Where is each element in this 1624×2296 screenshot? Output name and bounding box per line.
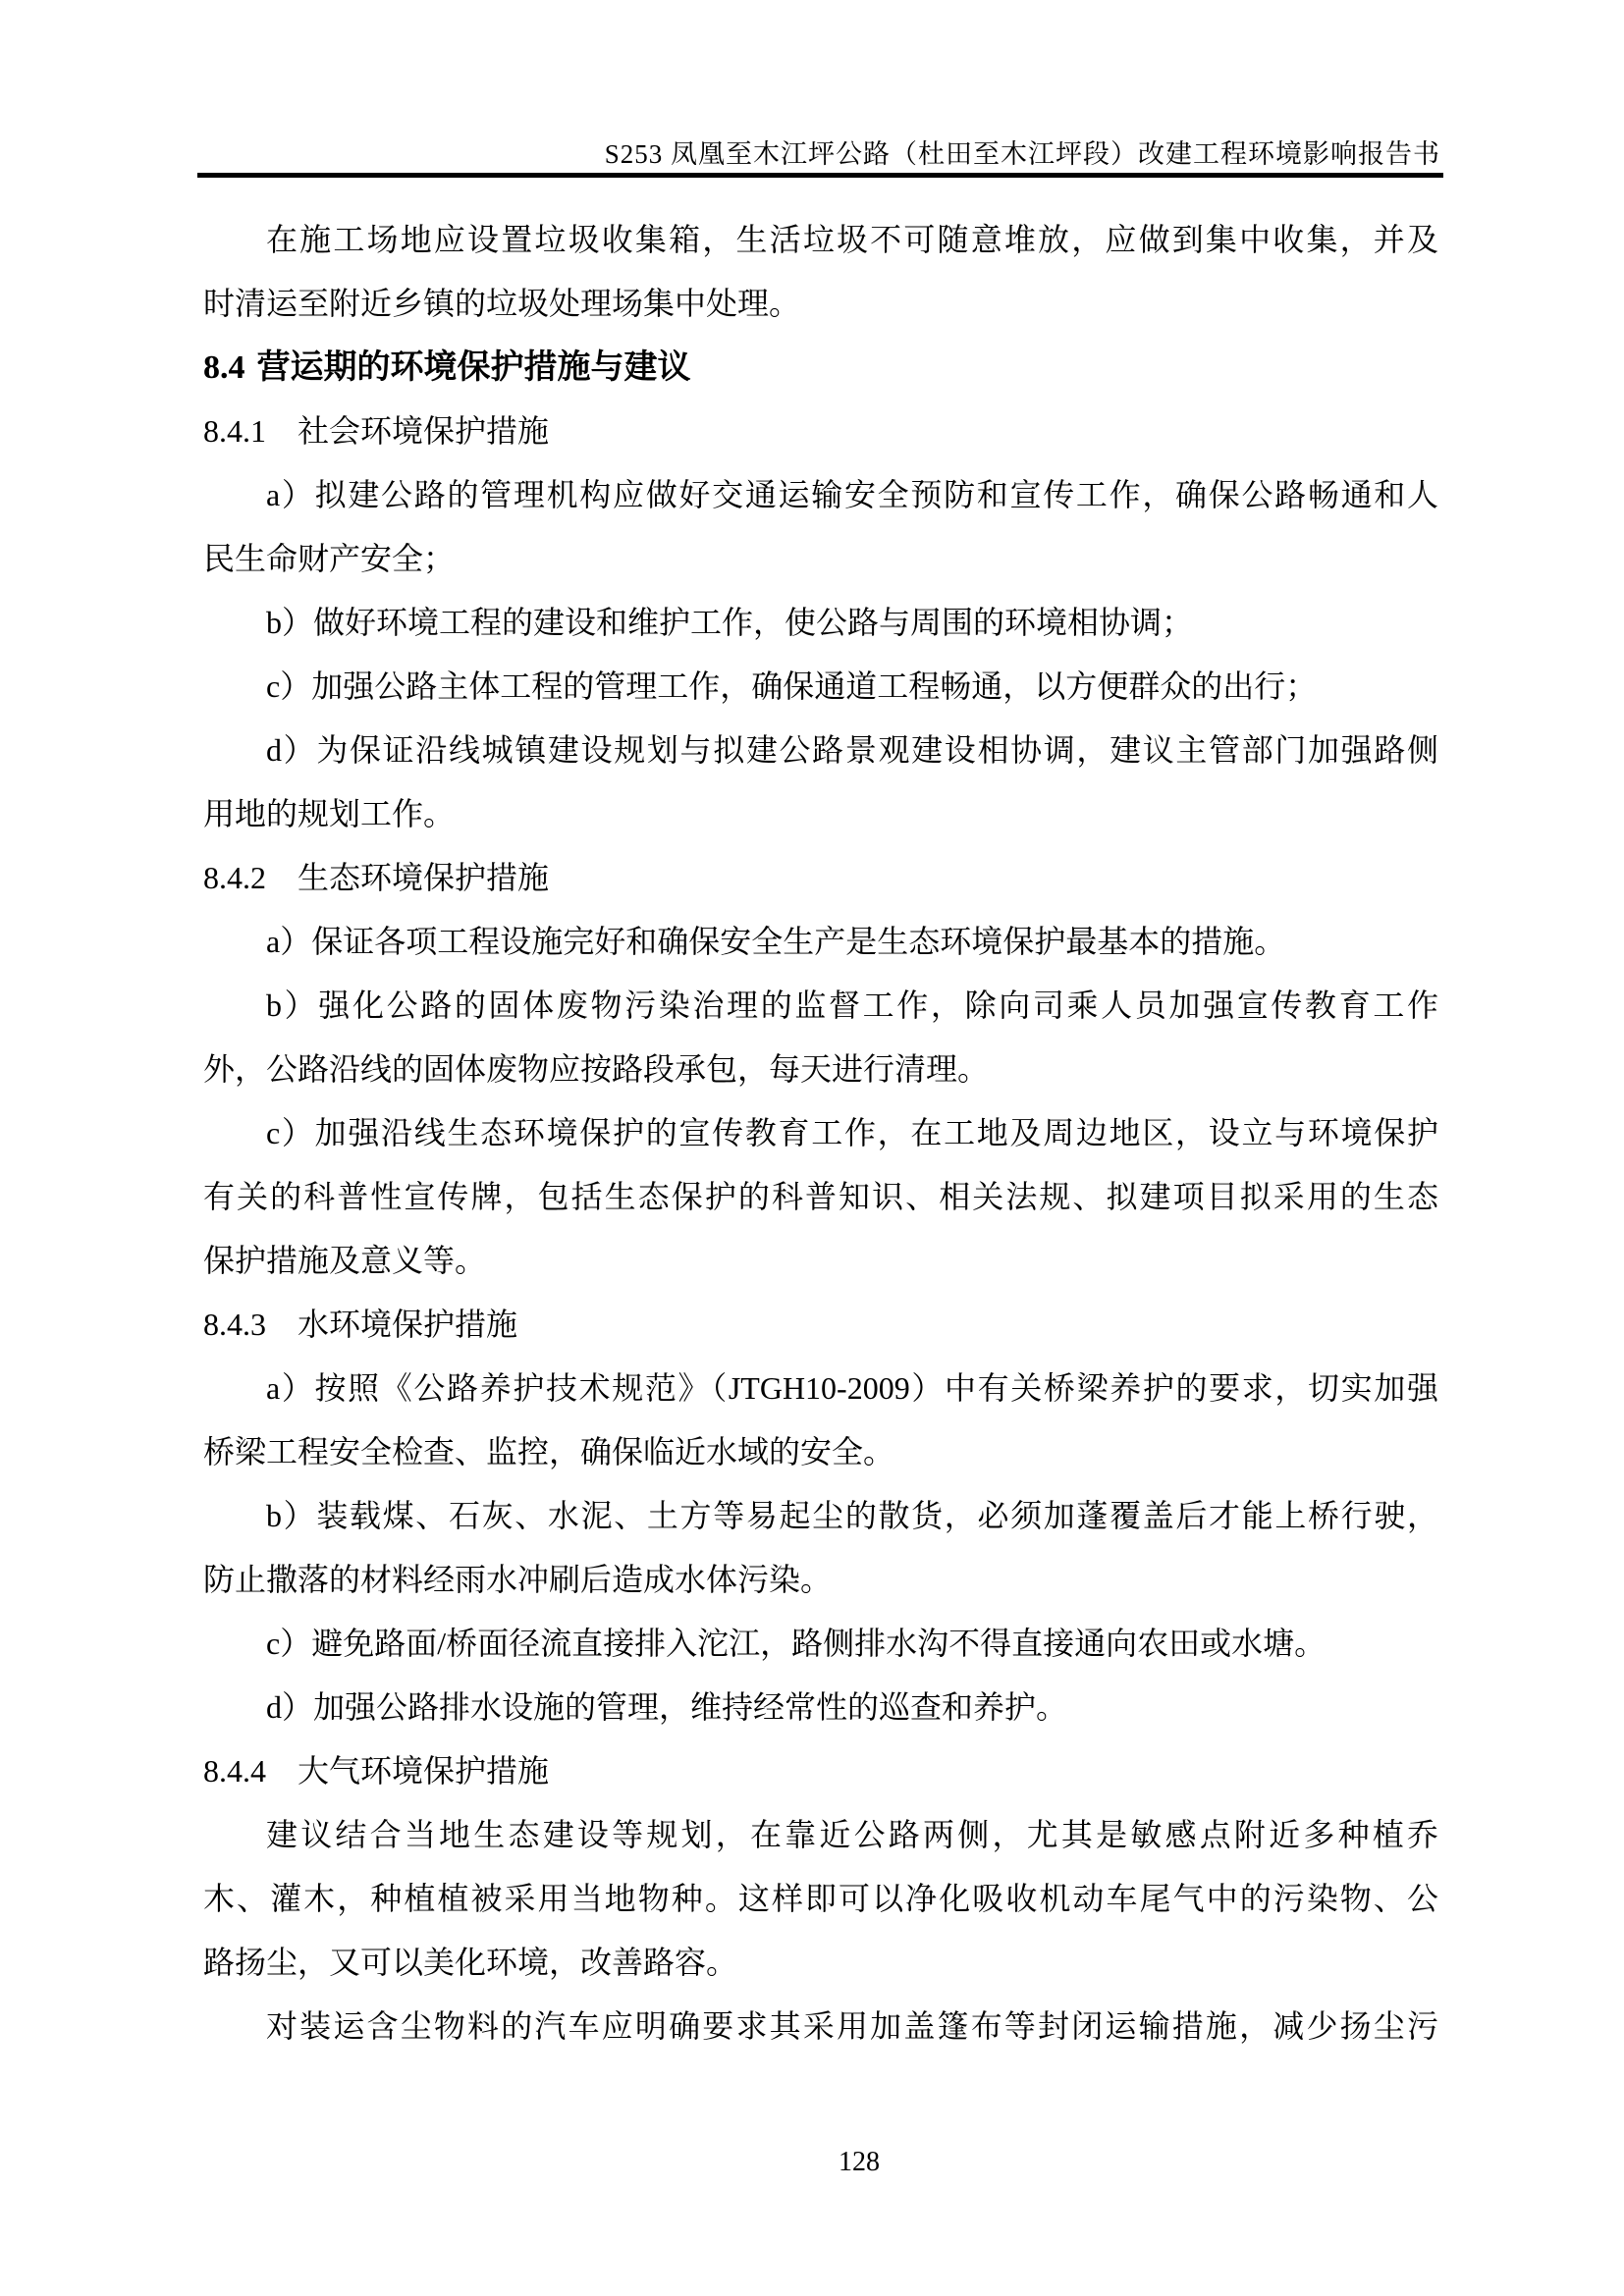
heading-title: 大气环境保护措施 [298, 1753, 550, 1789]
paragraph [203, 1484, 1438, 1612]
subsection-heading [203, 846, 1438, 910]
heading-number: 8.4.3 [203, 1307, 266, 1342]
heading-title: 社会环境保护措施 [298, 413, 550, 449]
paragraph [203, 1803, 1438, 1995]
text-line: 对装运含尘物料的汽车应明确要求其采用加盖篷布等封闭运输措施，减少扬尘污 [266, 2008, 1438, 2044]
text-line: 桥梁工程安全检查、监控，确保临近水域的安全。 [203, 1434, 895, 1469]
text-line: 路扬尘，又可以美化环境，改善路容。 [203, 1945, 738, 1980]
heading-title: 水环境保护措施 [298, 1307, 518, 1342]
paragraph [203, 1612, 1438, 1676]
page-header-title: S253 凤凰至木江坪公路（杜田至木江坪段）改建工程环境影响报告书 [604, 139, 1440, 169]
text-line: 时清运至附近乡镇的垃圾处理场集中处理。 [203, 286, 801, 321]
heading-number: 8.4 [203, 349, 245, 386]
paragraph [203, 591, 1438, 655]
text-line: 民生命财产安全； [203, 541, 456, 576]
paragraph [203, 463, 1438, 591]
paragraph [203, 910, 1438, 974]
heading-title: 营运期的环境保护措施与建议 [256, 349, 691, 386]
text-line: 建议结合当地生态建设等规划，在靠近公路两侧，尤其是敏感点附近多种植乔 [266, 1817, 1438, 1852]
heading-title: 生态环境保护措施 [298, 860, 550, 895]
text-line: 保护措施及意义等。 [203, 1243, 487, 1278]
header-rule [197, 173, 1443, 178]
text-line: a）拟建公路的管理机构应做好交通运输安全预防和宣传工作，确保公路畅通和人 [266, 477, 1438, 512]
paragraph [203, 655, 1438, 719]
paragraph [203, 208, 1438, 336]
subsection-heading [203, 1739, 1438, 1803]
text-line: a）保证各项工程设施完好和确保安全生产是生态环境保护最基本的措施。 [266, 924, 1286, 959]
section-heading [203, 336, 1438, 400]
paragraph [203, 1357, 1438, 1484]
document-content [203, 208, 1438, 2058]
text-line: 有关的科普性宣传牌，包括生态保护的科普知识、相关法规、拟建项目拟采用的生态 [203, 1179, 1438, 1214]
text-line: 木、灌木，种植植被采用当地物种。这样即可以净化吸收机动车尾气中的污染物、公 [203, 1881, 1438, 1916]
text-line: 防止撒落的材料经雨水冲刷后造成水体污染。 [203, 1562, 833, 1597]
text-line: 在施工场地应设置垃圾收集箱，生活垃圾不可随意堆放，应做到集中收集，并及 [266, 222, 1438, 257]
text-line: d）为保证沿线城镇建设规划与拟建公路景观建设相协调，建议主管部门加强路侧 [266, 732, 1438, 768]
subsection-heading [203, 1293, 1438, 1357]
text-line: d）加强公路排水设施的管理，维持经常性的巡查和养护。 [266, 1689, 1068, 1725]
text-line: b）做好环境工程的建设和维护工作，使公路与周围的环境相协调； [266, 605, 1194, 640]
text-line: b）装载煤、石灰、水泥、土方等易起尘的散货，必须加蓬覆盖后才能上桥行驶， [266, 1498, 1438, 1533]
heading-number: 8.4.2 [203, 860, 266, 895]
paragraph [203, 719, 1438, 846]
text-line: c）避免路面/桥面径流直接排入沱江，路侧排水沟不得直接通向农田或水塘。 [266, 1626, 1326, 1661]
paragraph [203, 1676, 1438, 1739]
text-line: a）按照《公路养护技术规范》（JTGH10-2009）中有关桥梁养护的要求，切实加强 [266, 1370, 1438, 1406]
paragraph [203, 1995, 1438, 2058]
subsection-heading [203, 400, 1438, 463]
text-line: 用地的规划工作。 [203, 796, 456, 831]
text-line: 外，公路沿线的固体废物应按路段承包，每天进行清理。 [203, 1051, 990, 1087]
heading-number: 8.4.4 [203, 1753, 266, 1789]
paragraph [203, 1101, 1438, 1293]
page-footer [0, 2146, 1624, 2179]
page-number: 128 [839, 2147, 880, 2177]
text-line: c）加强公路主体工程的管理工作，确保通道工程畅通，以方便群众的出行； [266, 668, 1318, 704]
text-line: c）加强沿线生态环境保护的宣传教育工作，在工地及周边地区，设立与环境保护 [266, 1115, 1438, 1150]
heading-number: 8.4.1 [203, 413, 266, 449]
text-line: b）强化公路的固体废物污染治理的监督工作，除向司乘人员加强宣传教育工作 [266, 988, 1438, 1023]
paragraph [203, 974, 1438, 1101]
